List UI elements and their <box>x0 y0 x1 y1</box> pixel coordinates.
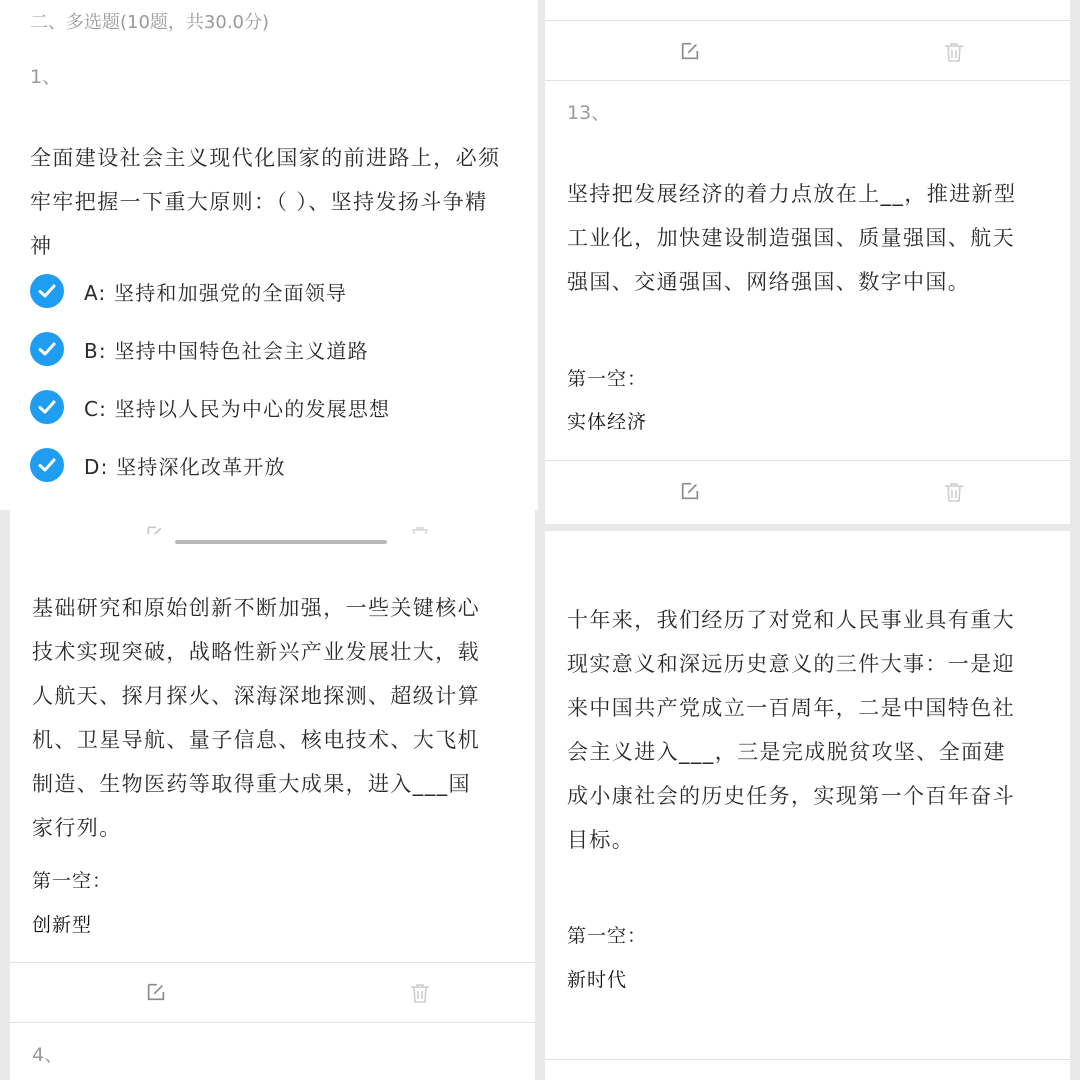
question-line: 工业化，加快建设制造强国、质量强国、航天 <box>567 226 1015 250</box>
trash-icon[interactable] <box>408 524 432 534</box>
right-top-panel <box>545 0 1070 524</box>
trash-icon[interactable] <box>942 480 966 504</box>
blank-label: 第一空： <box>567 925 648 947</box>
divider <box>545 80 1070 81</box>
divider <box>10 1022 535 1023</box>
check-circle-icon[interactable] <box>30 274 64 308</box>
question-line: 现实意义和深远历史意义的三件大事：一是迎 <box>567 652 1015 676</box>
question-line: 神 <box>30 234 53 258</box>
trash-icon[interactable] <box>408 981 432 1005</box>
question-line: 来中国共产党成立一百周年，二是中国特色社 <box>567 696 1015 720</box>
question-line: 会主义进入___，三是完成脱贫攻坚、全面建 <box>567 740 1006 764</box>
edit-icon[interactable] <box>145 524 165 534</box>
question-line: 人航天、探月探火、深海深地探测、超级计算 <box>32 684 480 708</box>
question-line: 坚持把发展经济的着力点放在上__，推进新型 <box>567 182 1017 206</box>
left-top-panel <box>0 0 538 510</box>
right-bottom-panel <box>545 531 1070 1080</box>
option-c[interactable] <box>30 387 390 427</box>
question-text <box>32 586 527 850</box>
question-line: 基础研究和原始创新不断加强，一些关键核心 <box>32 596 480 620</box>
blank-label: 第一空： <box>32 870 113 892</box>
action-bar <box>545 22 1070 82</box>
question-line: 牢牢把握一下重大原则：（ ）、坚持发扬斗争精 <box>30 190 488 214</box>
option-a[interactable] <box>30 271 347 311</box>
option-label: B: 坚持中国特色社会主义道路 <box>84 338 369 363</box>
question-line: 制造、生物医药等取得重大成果，进入___国 <box>32 772 471 796</box>
question-line: 目标。 <box>567 828 635 852</box>
check-circle-icon[interactable] <box>30 448 64 482</box>
blank-answer: 创新型 <box>32 914 93 936</box>
edit-icon[interactable] <box>145 981 169 1005</box>
divider <box>545 460 1070 461</box>
question-line: 家行列。 <box>32 816 122 840</box>
blank-answer: 新时代 <box>567 969 628 991</box>
action-bar <box>545 462 1070 522</box>
check-circle-icon[interactable] <box>30 332 64 366</box>
check-circle-icon[interactable] <box>30 390 64 424</box>
blank-label: 第一空： <box>567 368 648 390</box>
section-title: 二、多选题(10题，共30.0分) <box>30 12 270 33</box>
option-label: A: 坚持和加强党的全面领导 <box>84 280 348 305</box>
blank-answer: 实体经济 <box>567 411 648 433</box>
option-d[interactable] <box>30 445 286 485</box>
question-number: 1、 <box>30 66 62 88</box>
question-text <box>567 172 1062 304</box>
question-text <box>567 598 1067 862</box>
question-line: 全面建设社会主义现代化国家的前进路上，必须 <box>30 146 501 170</box>
question-number: 13、 <box>567 102 611 124</box>
option-b[interactable] <box>30 329 369 369</box>
divider <box>545 1059 1070 1060</box>
scroll-indicator[interactable] <box>175 540 387 544</box>
trash-icon[interactable] <box>942 40 966 64</box>
option-label: D: 坚持深化改革开放 <box>84 454 286 479</box>
question-line: 机、卫星导航、量子信息、核电技术、大飞机 <box>32 728 480 752</box>
question-number: 4、 <box>32 1044 64 1066</box>
question-line: 成小康社会的历史任务，实现第一个百年奋斗 <box>567 784 1015 808</box>
question-line: 技术实现突破，战略性新兴产业发展壮大，载 <box>32 640 480 664</box>
action-bar <box>10 963 535 1023</box>
edit-icon[interactable] <box>679 40 703 64</box>
edit-icon[interactable] <box>679 480 703 504</box>
question-line: 强国、交通强国、网络强国、数字中国。 <box>567 270 971 294</box>
question-line: 十年来，我们经历了对党和人民事业具有重大 <box>567 608 1015 632</box>
question-text <box>30 136 530 268</box>
option-label: C: 坚持以人民为中心的发展思想 <box>84 396 391 421</box>
divider <box>545 20 1070 21</box>
left-bottom-panel <box>10 510 535 1080</box>
